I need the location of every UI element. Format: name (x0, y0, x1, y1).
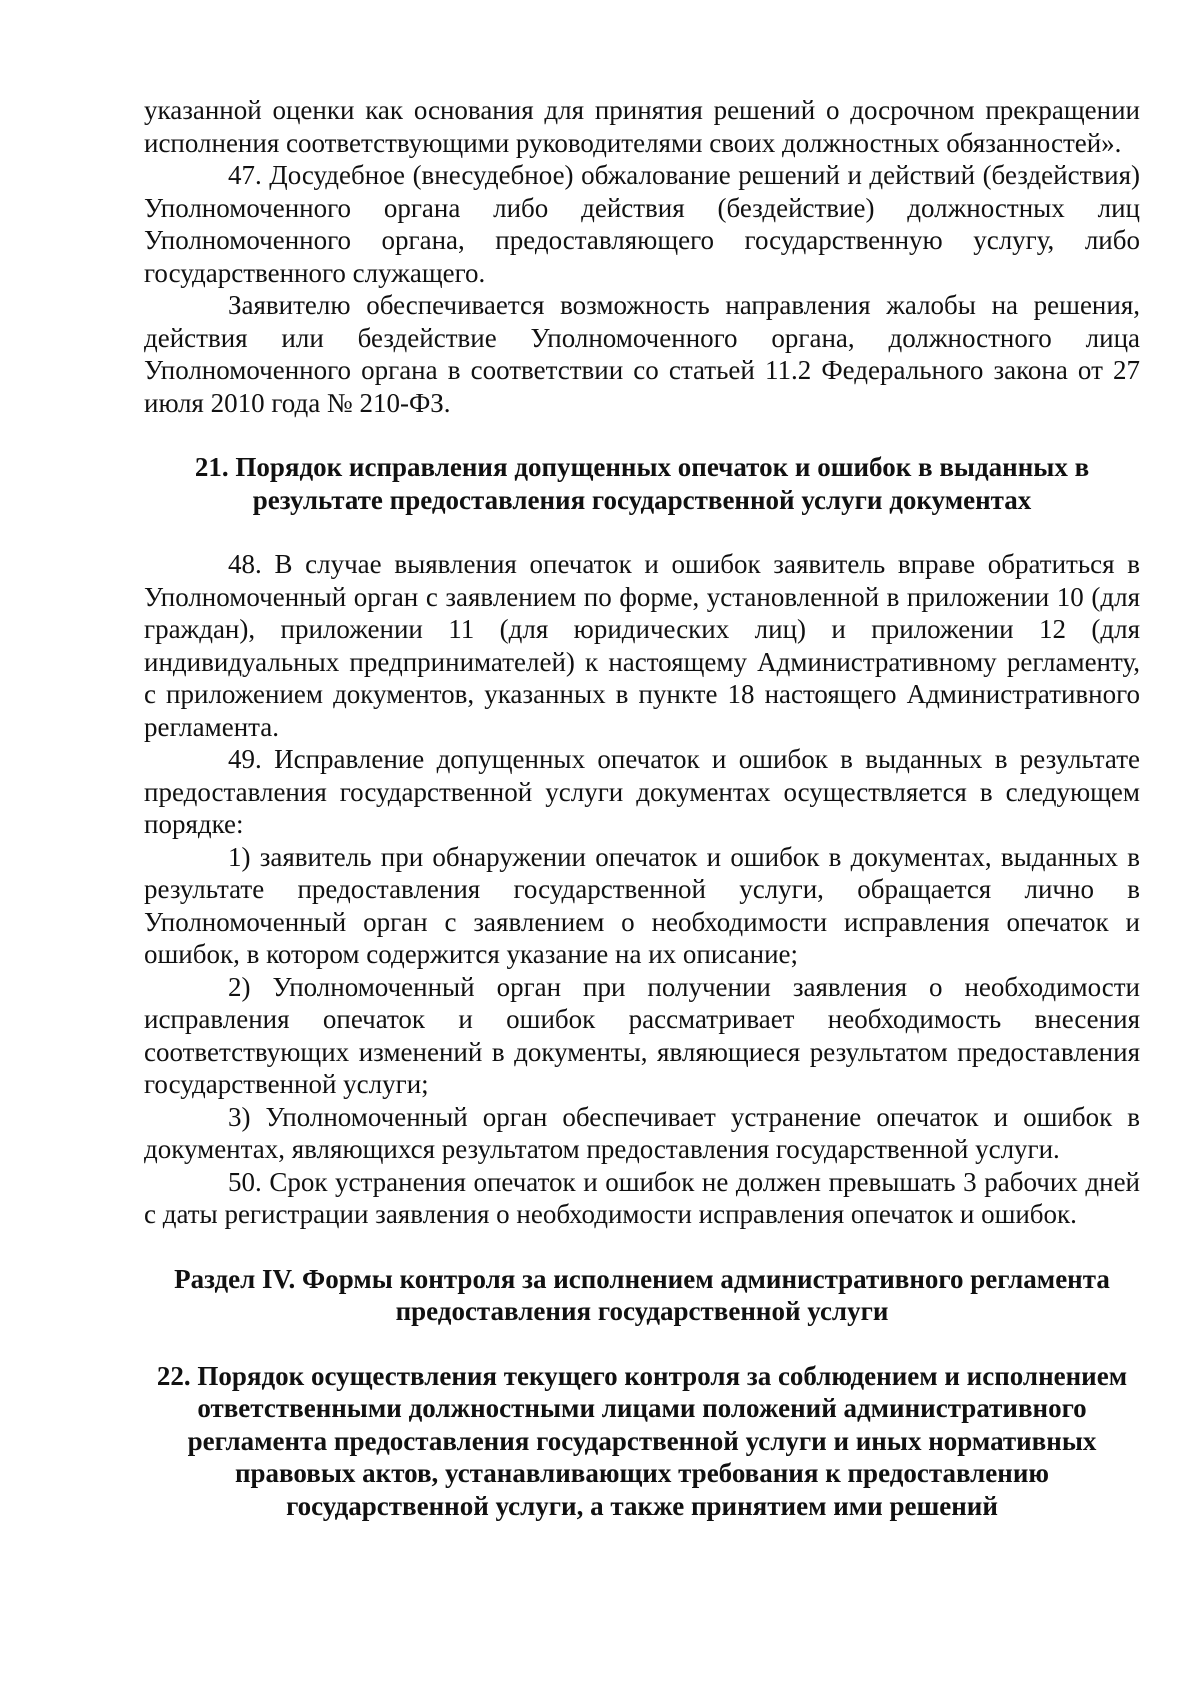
spacer (144, 1231, 1140, 1263)
paragraph-49-item-2: 2) Уполномоченный орган при получении заявления о необходимости исправления опечаток и ошибок рассматривает необходимость внесения соответствующих изменений в документы, являющиеся результатом предоставления государственной услуги; (144, 971, 1140, 1099)
paragraph-continuation: указанной оценки как основания для принятия решений о досрочном прекращении исполнения соответствующими руководителями своих должностных обязанностей». (144, 95, 1140, 158)
paragraph-47: 47. Досудебное (внесудебное) обжалование решений и действий (бездействия) Уполномоченного органа либо действия (бездействие) должностных лиц Уполномоченного органа, предоставляющего государственную услугу, либо государственного служащего. (144, 160, 1140, 288)
spacer (144, 1328, 1140, 1360)
paragraph-49-item-3: 3) Уполномоченный орган обеспечивает устранение опечаток и ошибок в документах, являющихся результатом предоставления государственной услуги. (144, 1101, 1140, 1164)
document-page (144, 94, 1140, 1522)
spacer (144, 419, 1140, 451)
spacer (144, 516, 1140, 548)
paragraph-49-item-1: 1) заявитель при обнаружении опечаток и ошибок в документах, выданных в результате предоставления государственной услуги, обращается лично в Уполномоченный орган с заявлением о необходимости исправления опечаток и ошибок, в котором содержится указание на их описание; (144, 841, 1140, 969)
heading-section-21: 21. Порядок исправления допущенных опечаток и ошибок в выданных в результате предоставления государственной услуги документах (194, 452, 1090, 515)
paragraph-47-complaint: Заявителю обеспечивается возможность направления жалобы на решения, действия или бездействие Уполномоченного органа, должностного лица Уполномоченного органа в соответствии со статьей 11.2 Федерального закона от 27 июля 2010 года № 210-ФЗ. (144, 290, 1140, 418)
heading-section-iv: Раздел IV. Формы контроля за исполнением административного регламента предоставления государственной услуги (174, 1263, 1110, 1326)
paragraph-49: 49. Исправление допущенных опечаток и ошибок в выданных в результате предоставления государственной услуги документах осуществляется в следующем порядке: (144, 744, 1140, 839)
paragraph-48: 48. В случае выявления опечаток и ошибок заявитель вправе обратиться в Уполномоченный орган с заявлением по форме, установленной в приложении 10 (для граждан), приложении 11 (для юридических лиц) и приложении 12 (для индивидуальных предпринимателей) к настоящему Административному регламенту, с приложением документов, указанных в пункте 18 настоящего Административного регламента. (144, 549, 1140, 742)
paragraph-50: 50. Срок устранения опечаток и ошибок не должен превышать 3 рабочих дней с даты регистрации заявления о необходимости исправления опечаток и ошибок. (144, 1166, 1140, 1229)
heading-section-22: 22. Порядок осуществления текущего контроля за соблюдением и исполнением ответственными должностными лицами положений административного регламента предоставления государственной услуги и иных нормативных правовых актов, устанавливающих требования к предоставлению государственной услуги, а также принятием ими решений (156, 1360, 1128, 1521)
